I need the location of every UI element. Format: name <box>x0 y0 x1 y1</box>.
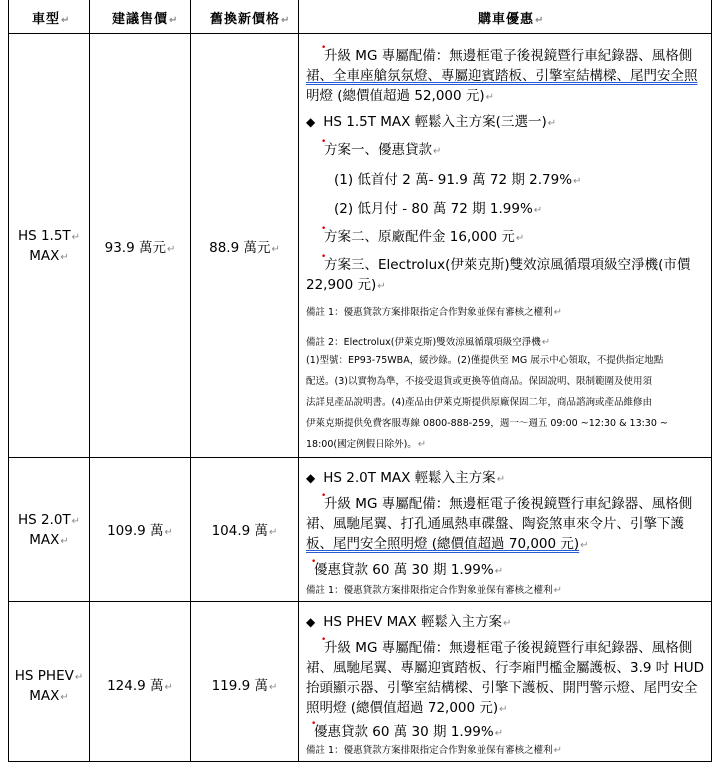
row3-msrp-text: 124.9 萬 <box>107 678 164 694</box>
col-line-3 <box>298 0 299 762</box>
header-msrp: 建議售價↵ <box>112 12 179 27</box>
header-msrp-text: 建議售價 <box>112 12 169 27</box>
row1-plan-title: ◆ HS 1.5T MAX 輕鬆入主方案(三選一)↵ <box>306 114 557 130</box>
row3-msrp: 124.9 萬↵ <box>107 678 173 694</box>
row-divider-1 <box>8 457 712 458</box>
col-line-0 <box>8 0 9 762</box>
row1-msrp: 93.9 萬元↵ <box>104 240 176 256</box>
row2-msrp-text: 109.9 萬 <box>107 523 164 539</box>
row1-note2-l1: (1)型號：EP93-75WBA，緩沙綠。(2)僅提供至 MG 展示中心領取，不提供指定地點 <box>306 355 664 366</box>
row1-upgrade-line1: 升級 MG 專屬配備：無邊框電子後視鏡暨行車紀錄器、風格側 <box>324 48 693 64</box>
row1-loan1: (1) 低首付 2 萬- 91.9 萬 72 期 2.79%↵ <box>334 172 582 188</box>
row1-tradein-text: 88.9 萬元 <box>209 240 271 256</box>
col-line-4 <box>711 0 712 762</box>
row1-upgrade-line3: 明燈 (總價值超過 52,000 元)↵ <box>306 88 495 104</box>
header-tradein-text: 舊換新價格 <box>210 12 281 27</box>
row3-offer <box>306 606 706 758</box>
row1-model-line1: HS 1.5T <box>17 228 71 244</box>
header-offer: 購車優惠↵ <box>478 12 545 27</box>
header-offer-text: 購車優惠 <box>478 12 535 27</box>
row1-option3-line2: 22,900 元)↵ <box>306 277 386 293</box>
header-tradein: 舊換新價格↵ <box>210 12 291 27</box>
row2-loan: 優惠貸款 60 萬 30 期 1.99%↵ <box>314 562 504 578</box>
row1-option3-line1: 方案三、Electrolux(伊萊克斯)雙效涼風循環項級空淨機(市價 <box>324 257 691 273</box>
row-divider-2 <box>8 601 712 602</box>
row3-upgrade-line2: 裙、風馳尾翼、專屬迎賓踏板、行李廂門檻金屬護板、3.9 吋 HUD <box>306 660 704 676</box>
row1-note2-l3: 法詳見產品說明書。(4)產品由伊萊克斯提供原廠保固二年，商品諮詢或產品維修由 <box>306 397 652 408</box>
row3-note1: 備註 1：優惠貸款方案排限指定合作對象並保有審核之權利↵ <box>306 745 562 756</box>
row1-option2: 方案二、原廠配件金 16,000 元↵ <box>324 229 525 245</box>
row2-model-line2: MAX <box>29 532 60 548</box>
header-divider <box>8 33 712 34</box>
header-model-text: 車型 <box>32 12 61 27</box>
row2-plan-title: ◆ HS 2.0T MAX 輕鬆入主方案↵ <box>306 470 506 486</box>
row2-model: HS 2.0T↵ MAX↵ <box>17 512 81 548</box>
table-bottom <box>8 761 712 762</box>
row1-note1: 備註 1：優惠貸款方案排限指定合作對象並保有審核之權利↵ <box>306 307 562 318</box>
row3-upgrade-line3: 抬頭顯示器、引擎室結構樑、引擎下護板、開門警示燈、尾門安全 <box>306 680 698 696</box>
row1-note2-title: 備註 2：Electrolux(伊萊克斯)雙效涼風循環項級空淨機↵ <box>306 337 551 348</box>
row1-option1: 方案一、優惠貸款↵ <box>324 142 442 158</box>
row1-upgrade-line2: 裙、全車座艙氛氛燈、專屬迎賓踏板、引擎室結構樑、尾門安全照 <box>306 68 698 84</box>
row2-note1: 備註 1：優惠貸款方案排限指定合作對象並保有審核之權利↵ <box>306 585 562 596</box>
row3-loan: 優惠貸款 60 萬 30 期 1.99%↵ <box>314 724 504 740</box>
row3-upgrade-line1: 升級 MG 專屬配備：無邊框電子後視鏡暨行車紀錄器、風格側 <box>324 640 693 656</box>
header-model: 車型↵ <box>32 12 71 27</box>
row2-msrp: 109.9 萬↵ <box>107 523 173 539</box>
row1-msrp-text: 93.9 萬元 <box>104 240 166 256</box>
row2-upgrade-line3: 板、尾門安全照明燈 (總價值超過 70,000 元)↵ <box>306 536 589 552</box>
row3-plan-title: ◆ HS PHEV MAX 輕鬆入主方案↵ <box>306 614 512 630</box>
row1-note2-l2: 配送。(3)以實物為準，不接受退貨或更換等值商品。保固說明、限制範圍及使用須 <box>306 376 652 387</box>
row1-note2-l4: 伊萊克斯提供免費客服專線 0800-888-259，週一～週五 09:00 ~12:30 & 13:30 ~ <box>306 418 668 429</box>
col-line-1 <box>89 0 90 762</box>
row1-model: HS 1.5T↵ MAX↵ <box>17 228 81 264</box>
row2-upgrade-line1: 升級 MG 專屬配備：無邊框電子後視鏡暨行車紀錄器、風格側 <box>324 496 693 512</box>
row3-tradein-text: 119.9 萬 <box>211 678 269 694</box>
row2-model-line1: HS 2.0T <box>17 512 71 528</box>
row1-tradein: 88.9 萬元↵ <box>209 240 280 256</box>
row1-offer <box>306 40 706 452</box>
row1-note2-l5: 18:00(國定例假日除外)。↵ <box>306 439 427 450</box>
row2-tradein-text: 104.9 萬 <box>211 523 269 539</box>
row3-upgrade-line4: 照明燈 (總價值超過 72,000 元)↵ <box>306 700 508 716</box>
row3-model-line2: MAX <box>29 688 60 704</box>
row3-tradein: 119.9 萬↵ <box>211 678 278 694</box>
row1-loan2: (2) 低月付 - 80 萬 72 期 1.99%↵ <box>334 201 543 217</box>
row1-model-line2: MAX <box>29 248 60 264</box>
col-line-2 <box>190 0 191 762</box>
row3-model: HS PHEV↵ MAX↵ <box>14 668 84 704</box>
row3-model-line1: HS PHEV <box>14 668 74 684</box>
row2-upgrade-line2: 裙、風馳尾翼、打孔通風熱車碟盤、陶瓷煞車來令片、引擎下護 <box>306 516 684 532</box>
row2-tradein: 104.9 萬↵ <box>211 523 278 539</box>
row2-offer <box>306 462 706 598</box>
